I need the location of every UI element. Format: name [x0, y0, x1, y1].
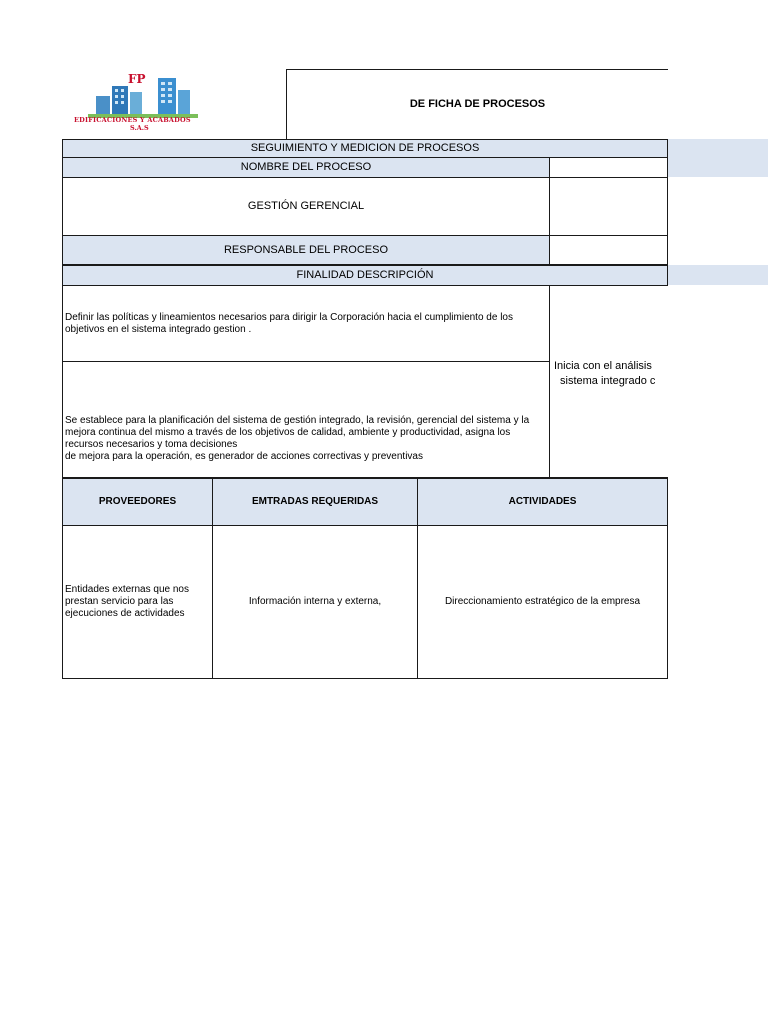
- process-name-label: NOMBRE DEL PROCESO: [62, 157, 550, 178]
- document-title: DE FICHA DE PROCESOS: [286, 69, 668, 139]
- table-cell-entradas: Información interna y externa,: [212, 525, 418, 679]
- scope-text: [549, 285, 668, 478]
- table-cell-actividades: Direccionamiento estratégico de la empresa: [417, 525, 668, 679]
- responsible-value: [549, 235, 668, 265]
- process-name-value-side: [549, 177, 668, 236]
- logo-company-suffix: S.A.S: [130, 124, 149, 132]
- process-name-label-side: [549, 157, 668, 178]
- purpose-text-1: Definir las políticas y lineamientos necesarios para dirigir la Corporación hacia el cumplimiento de los objetivos en el sistema integrado gestion .: [62, 285, 550, 362]
- column-header-actividades: ACTIVIDADES: [417, 478, 668, 526]
- tracking-title: SEGUIMIENTO Y MEDICION DE PROCESOS: [62, 139, 668, 158]
- scope-text-line-2: sistema integrado c: [560, 375, 656, 387]
- company-logo: [70, 72, 220, 134]
- purpose-text-2: Se establece para la planificación del sistema de gestión integrado, la revisión, gerencial del sistema y la mejora continua del mismo a través de los objetivos de calidad, ambiente y productividad, asigna los recursos necesarios y toma decisiones de mejora para la operación, es generador de acciones correctivas y preventivas: [62, 361, 550, 478]
- column-header-proveedores: PROVEEDORES: [62, 478, 213, 526]
- table-cell-proveedores: Entidades externas que nos prestan servicio para las ejecuciones de actividades: [62, 525, 213, 679]
- purpose-label-extension: [668, 265, 768, 285]
- process-name-value: GESTIÓN GERENCIAL: [62, 177, 550, 236]
- tracking-title-extension: [668, 139, 768, 177]
- logo-short-name: FP: [128, 72, 146, 86]
- scope-text-line-1: Inicia con el análisis: [554, 360, 652, 372]
- logo-company-name: EDIFICACIONES Y ACABADOS: [74, 116, 191, 124]
- responsible-label: RESPONSABLE DEL PROCESO: [62, 235, 550, 265]
- column-header-entradas: EMTRADAS REQUERIDAS: [212, 478, 418, 526]
- purpose-label: FINALIDAD DESCRIPCIÓN: [62, 265, 668, 286]
